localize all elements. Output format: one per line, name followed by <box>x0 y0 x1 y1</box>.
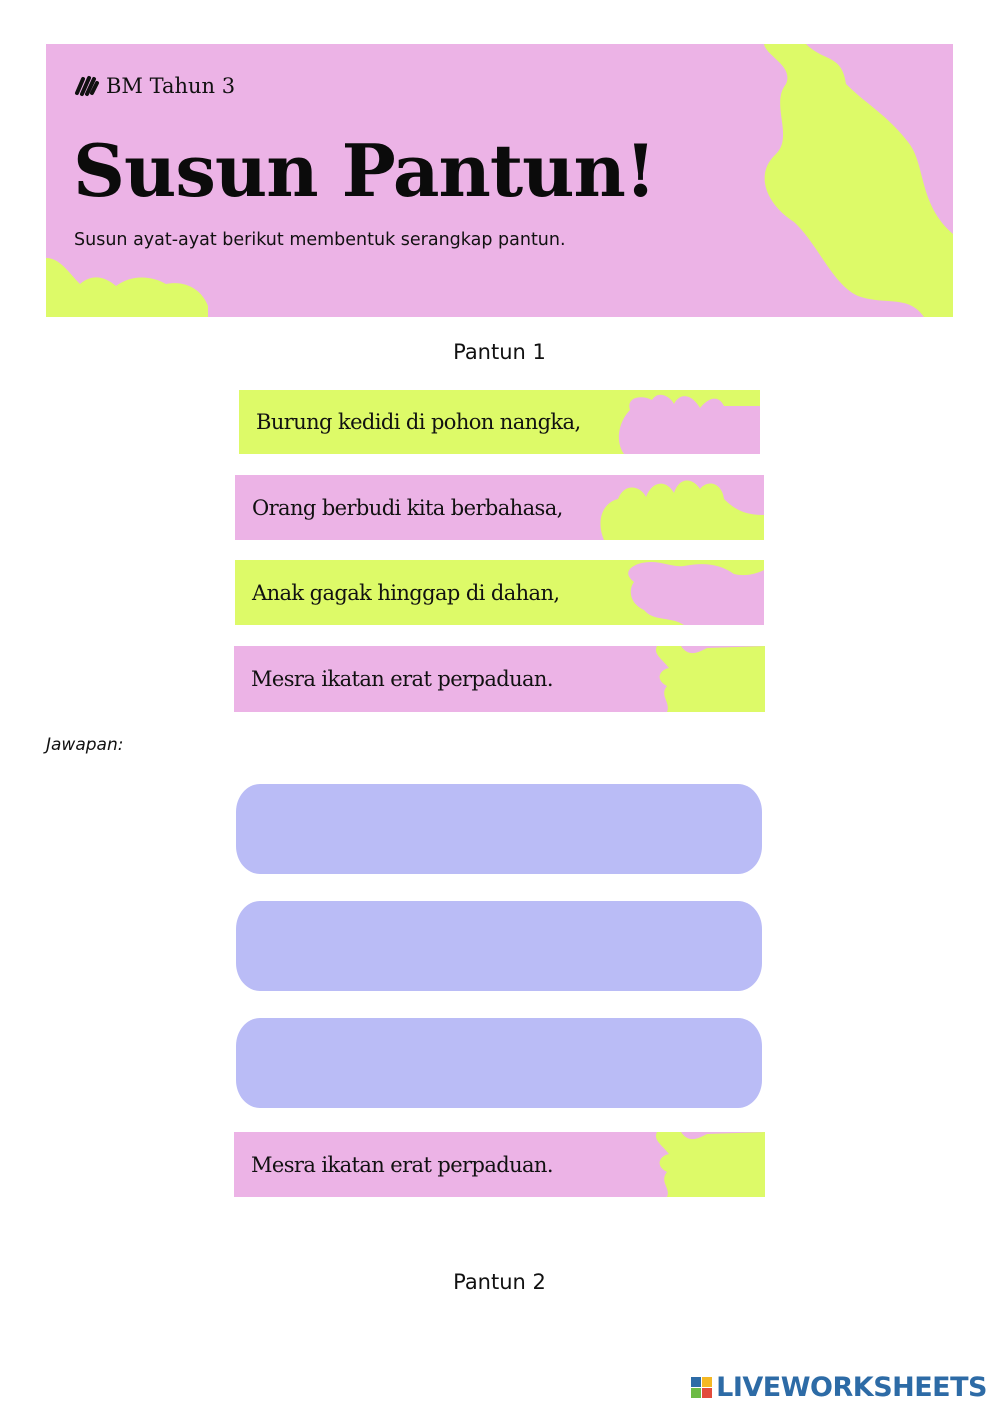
pantun-line-text: Mesra ikatan erat perpaduan. <box>251 1152 553 1177</box>
answer-drop-zone[interactable] <box>236 901 762 991</box>
header-banner <box>46 44 953 317</box>
pantun-line-card[interactable] <box>234 646 765 712</box>
liveworksheets-logo <box>691 1372 987 1403</box>
brand-name: LIVEWORKSHEETS <box>716 1372 987 1403</box>
section-heading-pantun-1: Pantun 1 <box>453 340 546 364</box>
pantun-line-text: Orang berbudi kita berbahasa, <box>252 495 563 520</box>
pantun-line-card[interactable] <box>235 475 764 540</box>
answer-label: Jawapan: <box>46 735 124 755</box>
pantun-line-text: Mesra ikatan erat perpaduan. <box>251 667 553 691</box>
strip-decoration <box>624 560 764 625</box>
pantun-line-card[interactable] <box>239 390 760 454</box>
answer-drop-zone[interactable] <box>236 784 762 874</box>
subject-label <box>74 74 235 98</box>
pantun-line-text: Anak gagak hinggap di dahan, <box>252 580 560 605</box>
strip-decoration <box>645 646 765 712</box>
strip-decoration <box>600 390 760 454</box>
pantun-line-text: Burung kedidi di pohon nangka, <box>256 410 581 434</box>
subject-text: BM Tahun 3 <box>106 74 236 98</box>
strip-decoration <box>594 475 764 540</box>
placed-answer-line <box>234 1132 765 1197</box>
pantun-line-card[interactable] <box>235 560 764 625</box>
instructions: Susun ayat-ayat berikut membentuk serangkap pantun. <box>74 230 566 250</box>
answer-drop-zone[interactable] <box>236 1018 762 1108</box>
section-heading-pantun-2: Pantun 2 <box>453 1270 546 1294</box>
strip-decoration <box>645 1132 765 1197</box>
scribble-icon <box>74 75 100 97</box>
page-title: Susun Pantun! <box>73 128 656 213</box>
logo-blocks-icon <box>691 1377 712 1398</box>
